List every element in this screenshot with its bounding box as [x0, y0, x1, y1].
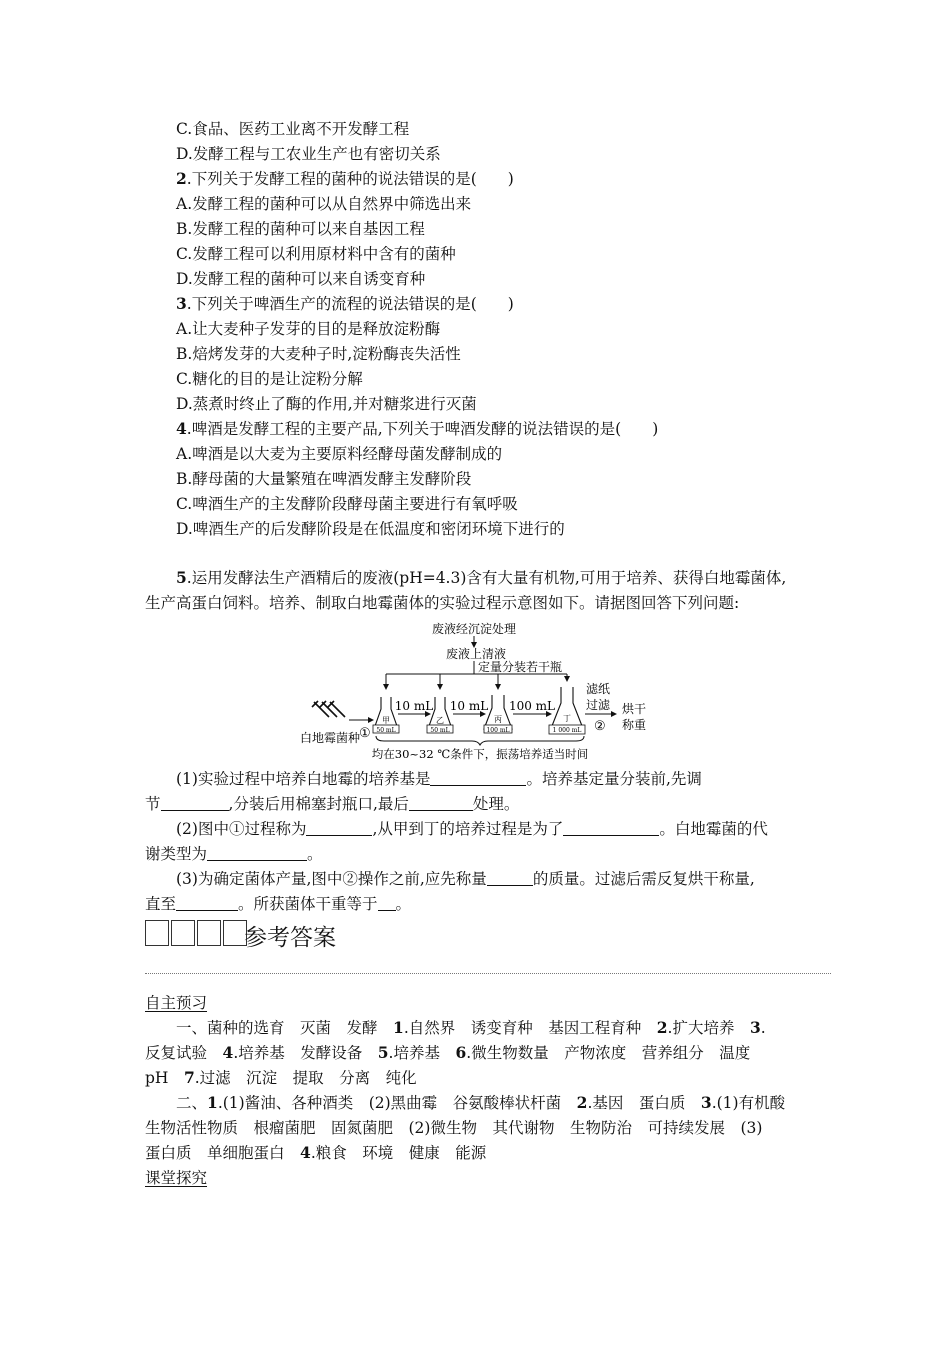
answer-text: .培养基 发酵设备	[233, 1044, 378, 1062]
flask-jia-label: 甲	[382, 716, 390, 725]
q5-sub3-text-e: 。	[395, 895, 412, 913]
answer-text: .微生物数量 产物浓度 营养组分 温度	[466, 1044, 751, 1062]
answer-blank[interactable]	[487, 870, 533, 886]
diagram-supernatant: 废液上清液	[445, 647, 507, 661]
q5-sub2-line1	[176, 819, 768, 839]
diagram-step1: ①	[359, 726, 371, 741]
answer-text: .基因 蛋白质	[587, 1094, 701, 1112]
answer-text: .扩大培养	[667, 1019, 750, 1037]
header-box	[145, 920, 169, 946]
answer-text: .自然界 诱变育种 基因工程育种	[403, 1019, 657, 1037]
q4-option-c: C.啤酒生产的主发酵阶段酵母菌主要进行有氧呼吸	[176, 495, 518, 513]
answer-blank[interactable]	[161, 795, 229, 811]
header-box	[197, 920, 221, 946]
q3-option-d: D.蒸煮时终止了酶的作用,并对糖浆进行灭菌	[176, 395, 477, 413]
answer-text: .过滤 沉淀 提取 分离 纯化	[194, 1069, 417, 1087]
q2-stem-text: .下列关于发酵工程的菌种的说法错误的是( )	[186, 170, 514, 188]
answer-number: 4	[300, 1143, 311, 1162]
q5-sub1-line2	[145, 794, 519, 814]
filter-label-a: 滤纸	[586, 682, 611, 696]
answer-header-boxes	[145, 920, 249, 946]
q3-number: 3	[176, 294, 187, 313]
q5-stem-text: .运用发酵法生产酒精后的废液(pH=4.3)含有大量有机物,可用于培养、获得白地霉菌体,	[186, 569, 787, 587]
answer-line-6	[145, 1143, 486, 1163]
answer-blank[interactable]	[409, 795, 473, 811]
q5-sub1-text-e: 处理。	[472, 795, 520, 813]
q5-number: 5	[176, 568, 187, 587]
q5-sub2-text-d: 谢类型为	[145, 845, 208, 863]
dotted-divider	[145, 973, 831, 974]
q5-sub2-text-e: 。	[307, 845, 323, 863]
q2-option-c: C.发酵工程可以利用原材料中含有的菌种	[176, 245, 456, 263]
answer-text: 二、	[176, 1094, 208, 1112]
q5-sub2-text-a: (2)图中①过程称为	[176, 820, 307, 838]
answers-title: 参考答案	[244, 925, 336, 951]
answer-blank[interactable]	[430, 770, 526, 786]
q2-option-b: B.发酵工程的菌种可以来自基因工程	[176, 220, 425, 238]
q5-sub3-text-b: 的质量。过滤后需反复烘干称量,	[532, 870, 755, 888]
answer-number: 5	[377, 1043, 389, 1062]
section-self-preview: 自主预习	[145, 994, 208, 1012]
answer-number: 1	[393, 1018, 404, 1037]
answer-number: 7	[183, 1068, 195, 1087]
q5-stem-line1	[176, 568, 786, 588]
q4-stem	[176, 419, 658, 439]
diagram-step2: ②	[594, 719, 606, 734]
transfer3-label: 100 mL	[508, 699, 556, 713]
answer-number: 1	[207, 1093, 218, 1112]
q3-stem-text: .下列关于啤酒生产的流程的说法错误的是( )	[186, 295, 514, 313]
diagram-top-label: 废液经沉淀处理	[431, 622, 517, 636]
answer-text: 一、菌种的选育 灭菌 发酵	[176, 1019, 394, 1037]
answer-line-4	[176, 1093, 785, 1113]
flask-bing-label: 丙	[494, 715, 502, 724]
q5-sub3-text-a: (3)为确定菌体产量,图中②操作之前,应先称量	[176, 870, 487, 888]
diagram-strain-label: 白地霉菌种	[300, 731, 361, 745]
diagram-dispense: 定量分装若干瓶	[478, 660, 563, 674]
q5-sub1-text-d: ,分装后用棉塞封瓶口,最后	[228, 795, 409, 813]
flask-ding	[550, 687, 584, 731]
dry-label-a: 烘干	[622, 702, 647, 716]
flask-bing-volume: 100 mL	[486, 727, 510, 734]
q1-option-c: C.食品、医药工业离不开发酵工程	[176, 120, 410, 138]
answer-text: 蛋白质 单细胞蛋白	[145, 1144, 301, 1162]
answer-blank[interactable]	[306, 820, 372, 836]
q3-option-b: B.焙烤发芽的大麦种子时,淀粉酶丧失活性	[176, 345, 461, 363]
answer-number: 6	[455, 1043, 467, 1062]
dry-label-b: 称重	[622, 718, 647, 732]
q4-option-d: D.啤酒生产的后发酵阶段是在低温度和密闭环境下进行的	[176, 520, 565, 538]
flask-yi-label: 乙	[436, 716, 444, 725]
q4-number: 4	[176, 419, 187, 438]
answer-text: .粮食 环境 健康 能源	[310, 1144, 487, 1162]
flask-yi-volume: 50 mL	[430, 727, 450, 734]
q5-sub3-line1	[176, 869, 755, 889]
answer-line-5: 生物活性物质 根瘤菌肥 固氮菌肥 (2)微生物 其代谢物 生物防治 可持续发展 (3)	[145, 1119, 763, 1137]
q2-option-a: A.发酵工程的菌种可以从自然界中筛选出来	[176, 195, 472, 213]
q4-option-a: A.啤酒是以大麦为主要原料经酵母菌发酵制成的	[176, 445, 503, 463]
answer-text: pH	[145, 1069, 184, 1087]
answer-number: 3	[700, 1093, 712, 1112]
q2-stem	[176, 169, 514, 189]
q3-option-a: A.让大麦种子发芽的目的是释放淀粉酶	[176, 320, 441, 338]
q1-option-d: D.发酵工程与工农业生产也有密切关系	[176, 145, 441, 163]
q5-sub3-line2	[145, 894, 411, 914]
flask-ding-label: 丁	[563, 714, 571, 723]
condition-brace	[376, 736, 584, 745]
answer-line-1	[176, 1018, 766, 1038]
q5-sub2-text-c: 。白地霉菌的代	[659, 820, 768, 838]
q5-sub1-text-b: 。培养基定量分装前,先调	[526, 770, 702, 788]
q5-sub1-line1	[176, 769, 702, 789]
strain-tubes-icon	[312, 701, 345, 717]
answer-number: 4	[222, 1043, 234, 1062]
q2-number: 2	[176, 169, 187, 188]
answer-blank[interactable]	[176, 895, 238, 911]
q5-sub3-text-d: 。所获菌体干重等于	[238, 895, 378, 913]
section-class-inquiry: 课堂探究	[145, 1169, 208, 1187]
answer-text: .培养基	[388, 1044, 456, 1062]
q5-sub2-line2	[145, 844, 323, 864]
q5-stem-line2: 生产高蛋白饲料。培养、制取白地霉菌体的实验过程示意图如下。请据图回答下列问题:	[145, 594, 740, 612]
q3-option-c: C.糖化的目的是让淀粉分解	[176, 370, 363, 388]
answer-text: .(1)酱油、各种酒类 (2)黑曲霉 谷氨酸棒状杆菌	[217, 1094, 577, 1112]
answer-number: 2	[656, 1018, 668, 1037]
q5-sub2-text-b: ,从甲到丁的培养过程是为了	[372, 820, 564, 838]
q4-stem-text: .啤酒是发酵工程的主要产品,下列关于啤酒发酵的说法错误的是( )	[186, 420, 659, 438]
flask-jia-volume: 50 mL	[376, 727, 396, 734]
answer-blank[interactable]	[378, 895, 396, 911]
q5-sub1-text-a: (1)实验过程中培养白地霉的培养基是	[176, 770, 431, 788]
q5-sub3-text-c: 直至	[145, 895, 177, 913]
answer-number: 2	[576, 1093, 588, 1112]
diagram-condition: 均在30~32 ℃条件下，振荡培养适当时间	[371, 747, 589, 761]
answer-line-2	[145, 1043, 750, 1063]
answer-blank[interactable]	[563, 820, 659, 836]
q3-stem	[176, 294, 514, 314]
answer-text: .	[760, 1019, 766, 1037]
answer-line-3	[145, 1068, 417, 1088]
header-box	[171, 920, 195, 946]
answer-blank[interactable]	[207, 845, 307, 861]
transfer1-label: 10 mL	[394, 699, 434, 713]
answer-text: .(1)有机酸	[711, 1094, 786, 1112]
answer-text: 反复试验	[145, 1044, 223, 1062]
q5-sub1-text-c: 节	[145, 795, 161, 813]
fermentation-diagram	[296, 617, 666, 762]
transfer2-label: 10 mL	[449, 699, 489, 713]
q4-option-b: B.酵母菌的大量繁殖在啤酒发酵主发酵阶段	[176, 470, 472, 488]
q2-option-d: D.发酵工程的菌种可以来自诱变育种	[176, 270, 426, 288]
filter-label-b: 过滤	[586, 698, 611, 712]
flask-ding-volume: 1 000 mL	[552, 727, 582, 734]
answer-number: 3	[749, 1018, 761, 1037]
